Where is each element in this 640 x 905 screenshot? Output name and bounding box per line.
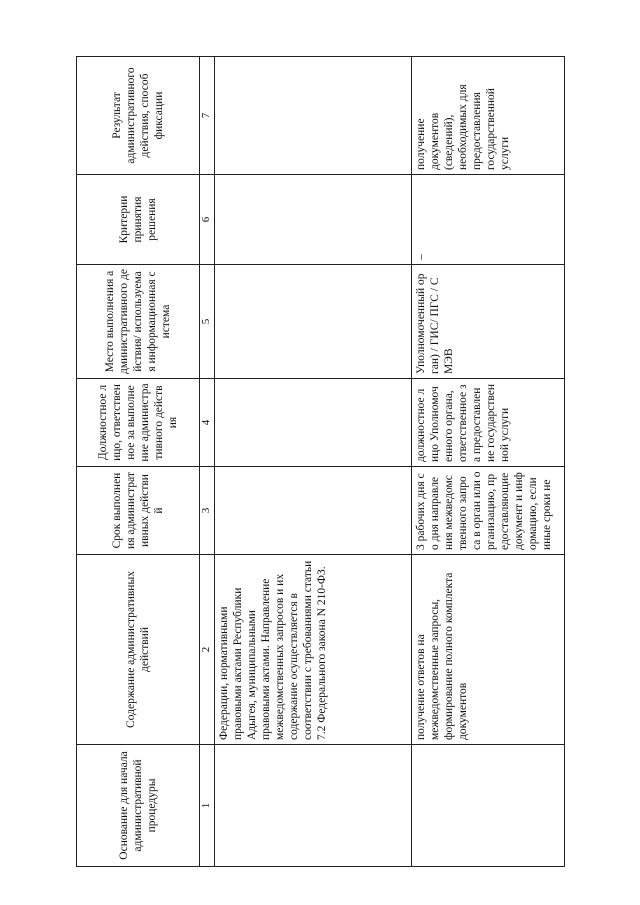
cell-content: получение ответов на межведомственные запросы, формирование полного комплекта документов <box>412 555 565 745</box>
column-number: 2 <box>200 555 215 745</box>
column-number: 7 <box>200 57 215 175</box>
header-place: Место выполнения административного действия/ используемая информационная система <box>77 265 200 379</box>
header-term: Срок выполнения административных действий <box>77 467 200 555</box>
cell-term <box>215 467 412 555</box>
procedure-table <box>76 56 565 867</box>
cell-result: получение документов (сведений), необходимых для предоставления государственной услуги <box>412 57 565 175</box>
cell-basis <box>215 745 412 867</box>
rotated-page <box>76 57 554 867</box>
table-row <box>412 57 565 867</box>
column-number: 5 <box>200 265 215 379</box>
column-number: 3 <box>200 467 215 555</box>
cell-basis <box>412 745 565 867</box>
number-row <box>200 57 215 867</box>
cell-place: Уполномоченный орган) / ГИС/ ПГС / СМЭВ <box>412 265 565 379</box>
cell-result <box>215 57 412 175</box>
cell-official <box>215 379 412 467</box>
column-number: 1 <box>200 745 215 867</box>
header-basis: Основание для начала административной процедуры <box>77 745 200 867</box>
cell-official: должностное лицо Уполномоченного органа, ответственное за предоставление государственной услуги <box>412 379 565 467</box>
header-content: Содержание административных действий <box>77 555 200 745</box>
column-number: 4 <box>200 379 215 467</box>
cell-term: 3 рабочих дня со дня направления межведомственного запроса в орган или организацию, предоставляющие документ и информацию, если иные сроки не <box>412 467 565 555</box>
header-official: Должностное лицо, ответственное за выполнение административного действия <box>77 379 200 467</box>
header-criteria: Критерии принятия решения <box>77 175 200 265</box>
table-row <box>215 57 412 867</box>
cell-criteria: – <box>412 175 565 265</box>
cell-criteria <box>215 175 412 265</box>
header-result: Результат административного действия, способ фиксации <box>77 57 200 175</box>
cell-place <box>215 265 412 379</box>
header-row <box>77 57 200 867</box>
cell-content: Федерации, нормативными правовыми актами Республики Адыгея, муниципальными правовыми актами. Направление межведомственных запросов и их содержание осуществляется в соответствии с требованиями статьи 7.2 Федерального закона N 210-ФЗ. <box>215 555 412 745</box>
column-number: 6 <box>200 175 215 265</box>
